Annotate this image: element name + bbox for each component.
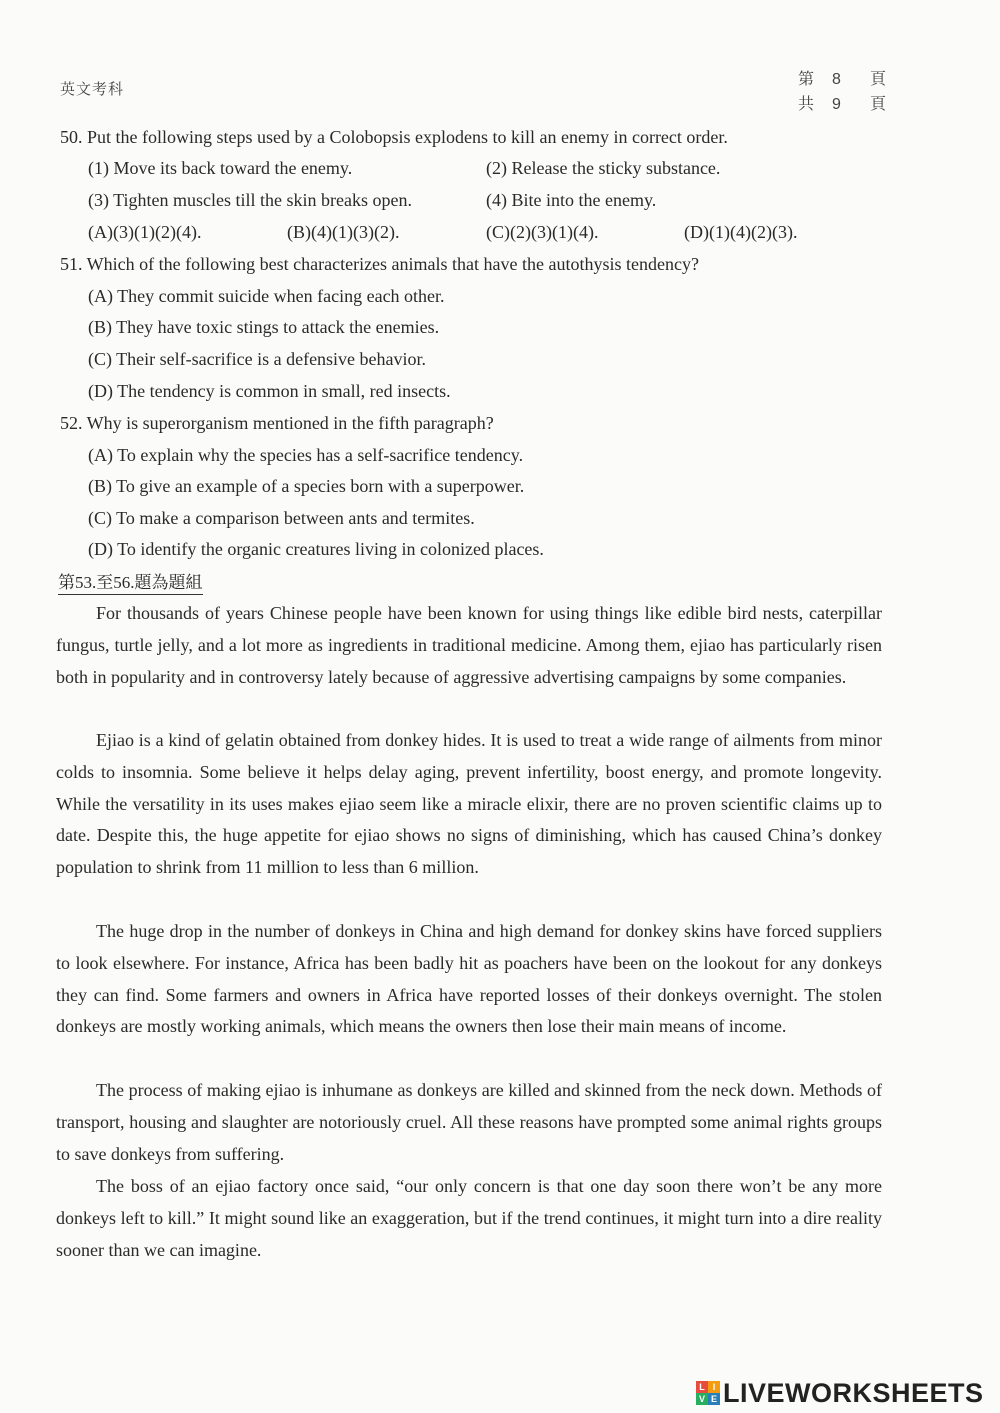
liveworksheets-wordmark: LIVEWORKSHEETS [723, 1377, 984, 1408]
total-pages: 共 9 頁 [798, 96, 887, 113]
passage-paragraph-5: The boss of an ejiao factory once said, “our only concern is that one day soon there won’t be any more donkeys left to kill.” It might sound like an exaggeration, but if the trend continues, it might turn into a dire reality sooner than we can imagine. [56, 1176, 882, 1260]
q50-step-3: (3) Tighten muscles till the skin breaks open. [88, 190, 412, 210]
q50-option-b[interactable]: (B)(4)(1)(3)(2). [287, 222, 400, 242]
q50-option-d[interactable]: (D)(1)(4)(2)(3). [684, 222, 798, 242]
q52-option-b[interactable]: (B) To give an example of a species born with a superpower. [88, 476, 525, 496]
q51-option-d[interactable]: (D) The tendency is common in small, red insects. [88, 381, 451, 401]
q50-step-2: (2) Release the sticky substance. [486, 158, 721, 178]
q52-option-c[interactable]: (C) To make a comparison between ants and termites. [88, 508, 475, 528]
q50-option-c[interactable]: (C)(2)(3)(1)(4). [486, 222, 599, 242]
q51-option-c[interactable]: (C) Their self-sacrifice is a defensive behavior. [88, 349, 427, 369]
q50-step-4: (4) Bite into the enemy. [486, 190, 657, 210]
q50-step-1: (1) Move its back toward the enemy. [88, 158, 353, 178]
q52-option-a[interactable]: (A) To explain why the species has a self-sacrifice tendency. [88, 445, 524, 465]
passage-paragraph-1: For thousands of years Chinese people have been known for using things like edible bird nests, caterpillar fungus, turtle jelly, and a lot more as ingredients in traditional medicine. Among them, ejiao has particularly risen both in popularity and in controversy lately because of aggressive advertising campaigns by some companies. [56, 603, 882, 687]
q50-option-a[interactable]: (A)(3)(1)(2)(4). [88, 222, 202, 242]
q51-option-b[interactable]: (B) They have toxic stings to attack the enemies. [88, 317, 440, 337]
question-52-stem: 52. Why is superorganism mentioned in the fifth paragraph? [60, 413, 494, 433]
passage-paragraph-3: The huge drop in the number of donkeys in China and high demand for donkey skins have forced suppliers to look elsewhere. For instance, Africa has been badly hit as poachers have been on the lookout for any donkeys they can find. Some farmers and owners in Africa have reported losses of their donkeys overnight. The stolen donkeys are mostly working animals, which means the owners then lose their main means of income. [56, 921, 882, 1037]
liveworksheets-logo [696, 1377, 984, 1409]
q51-option-a[interactable]: (A) They commit suicide when facing each other. [88, 286, 445, 306]
passage-paragraph-2: Ejiao is a kind of gelatin obtained from donkey hides. It is used to treat a wide range of ailments from minor colds to insomnia. Some believe it helps delay aging, prevent infertility, boost energy, and promote longevity. While the versatility in its uses makes ejiao seem like a miracle elixir, there are no proven scientific claims up to date. Despite this, the huge appetite for ejiao shows no signs of diminishing, which has caused China’s donkey population to shrink from 11 million to less than 6 million. [56, 730, 882, 878]
question-50-stem: 50. Put the following steps used by a Colobopsis explodens to kill an enemy in correct order. [60, 127, 728, 147]
page-number: 第 8 頁 [798, 71, 887, 88]
passage-paragraph-4: The process of making ejiao is inhumane as donkeys are killed and skinned from the neck down. Methods of transport, housing and slaughter are notoriously cruel. All these reasons have prompted some animal rights groups to save donkeys from suffering. [56, 1080, 882, 1164]
q52-option-d[interactable]: (D) To identify the organic creatures living in colonized places. [88, 539, 544, 559]
question-group-heading: 第53.至56.題為題組 [58, 568, 203, 595]
question-51-stem: 51. Which of the following best characterizes animals that have the autothysis tendency? [60, 254, 699, 274]
liveworksheets-mark-icon: L I V E [696, 1381, 720, 1405]
subject-label: 英文考科 [60, 82, 125, 98]
